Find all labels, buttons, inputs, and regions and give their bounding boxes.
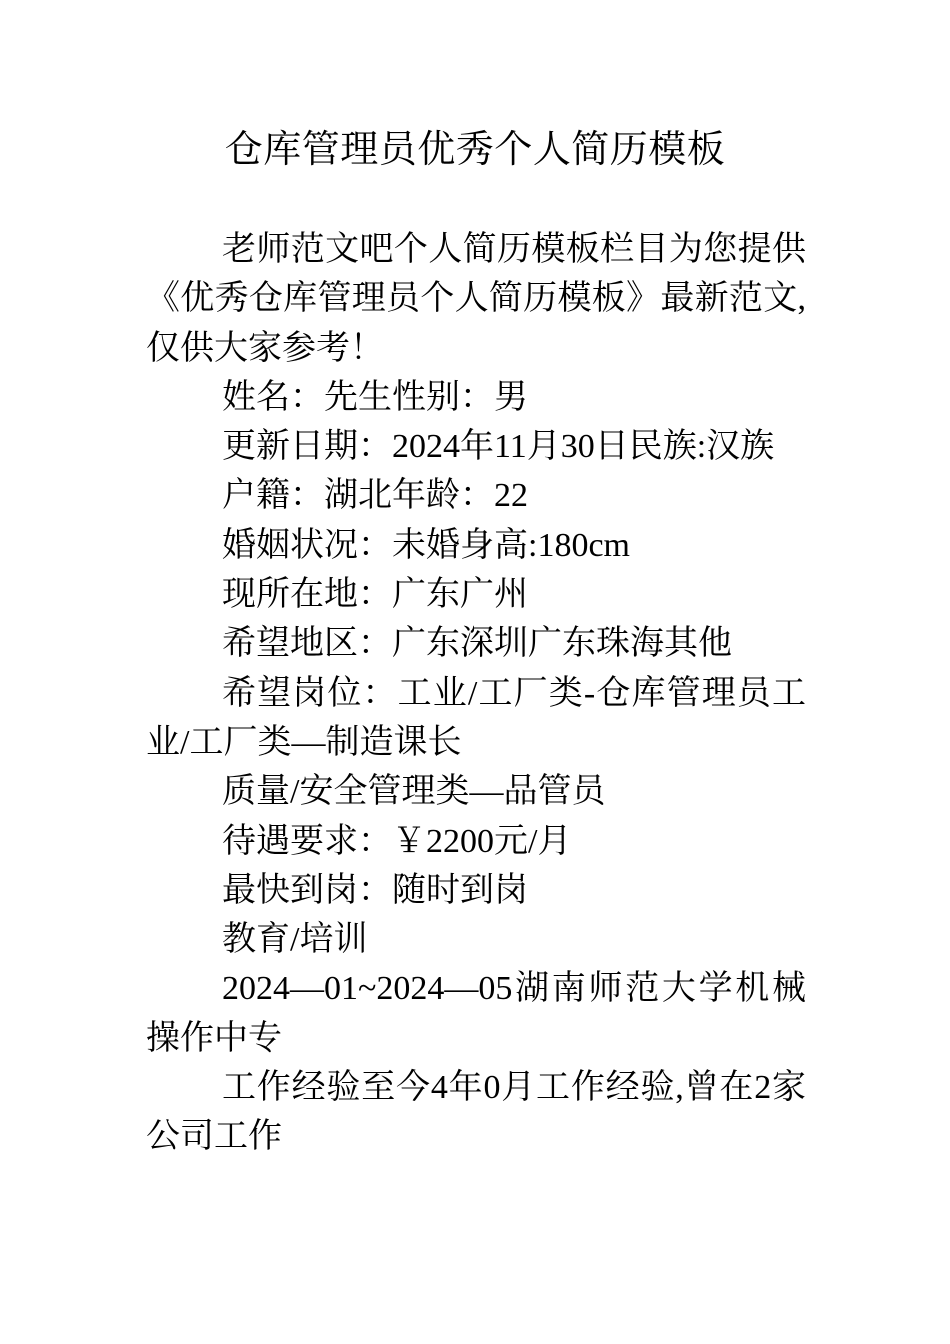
update-date-ethnicity-line: 更新日期：2024年11月30日民族:汉族 xyxy=(222,428,775,466)
education-entry: 2024—01~2024—05湖南师范大学机械操作中专 xyxy=(146,970,806,1057)
education-heading: 教育/培训 xyxy=(222,921,368,959)
household-age-line: 户籍：湖北年龄：22 xyxy=(222,477,528,515)
intro-paragraph: 老师范文吧个人简历模板栏目为您提供《优秀仓库管理员个人简历模板》最新范文,仅供大家参考！ xyxy=(146,231,806,367)
availability-line: 最快到岗：随时到岗 xyxy=(222,871,528,909)
work-experience-line: 工作经验至今4年0月工作经验,曾在2家公司工作 xyxy=(146,1069,806,1156)
marital-height-line: 婚姻状况：未婚身高:180cm xyxy=(222,526,630,564)
document-body xyxy=(146,225,806,1162)
name-gender-line: 姓名：先生性别：男 xyxy=(222,378,528,416)
quality-position-line: 质量/安全管理类—品管员 xyxy=(222,773,606,811)
desired-region-line: 希望地区：广东深圳广东珠海其他 xyxy=(222,625,732,663)
desired-position-line: 希望岗位：工业/工厂类-仓库管理员工业/工厂类—制造课长 xyxy=(146,674,806,761)
current-location-line: 现所在地：广东广州 xyxy=(222,576,528,614)
document-title: 仓库管理员优秀个人简历模板 xyxy=(224,129,726,171)
salary-line: 待遇要求：￥2200元/月 xyxy=(222,822,572,860)
